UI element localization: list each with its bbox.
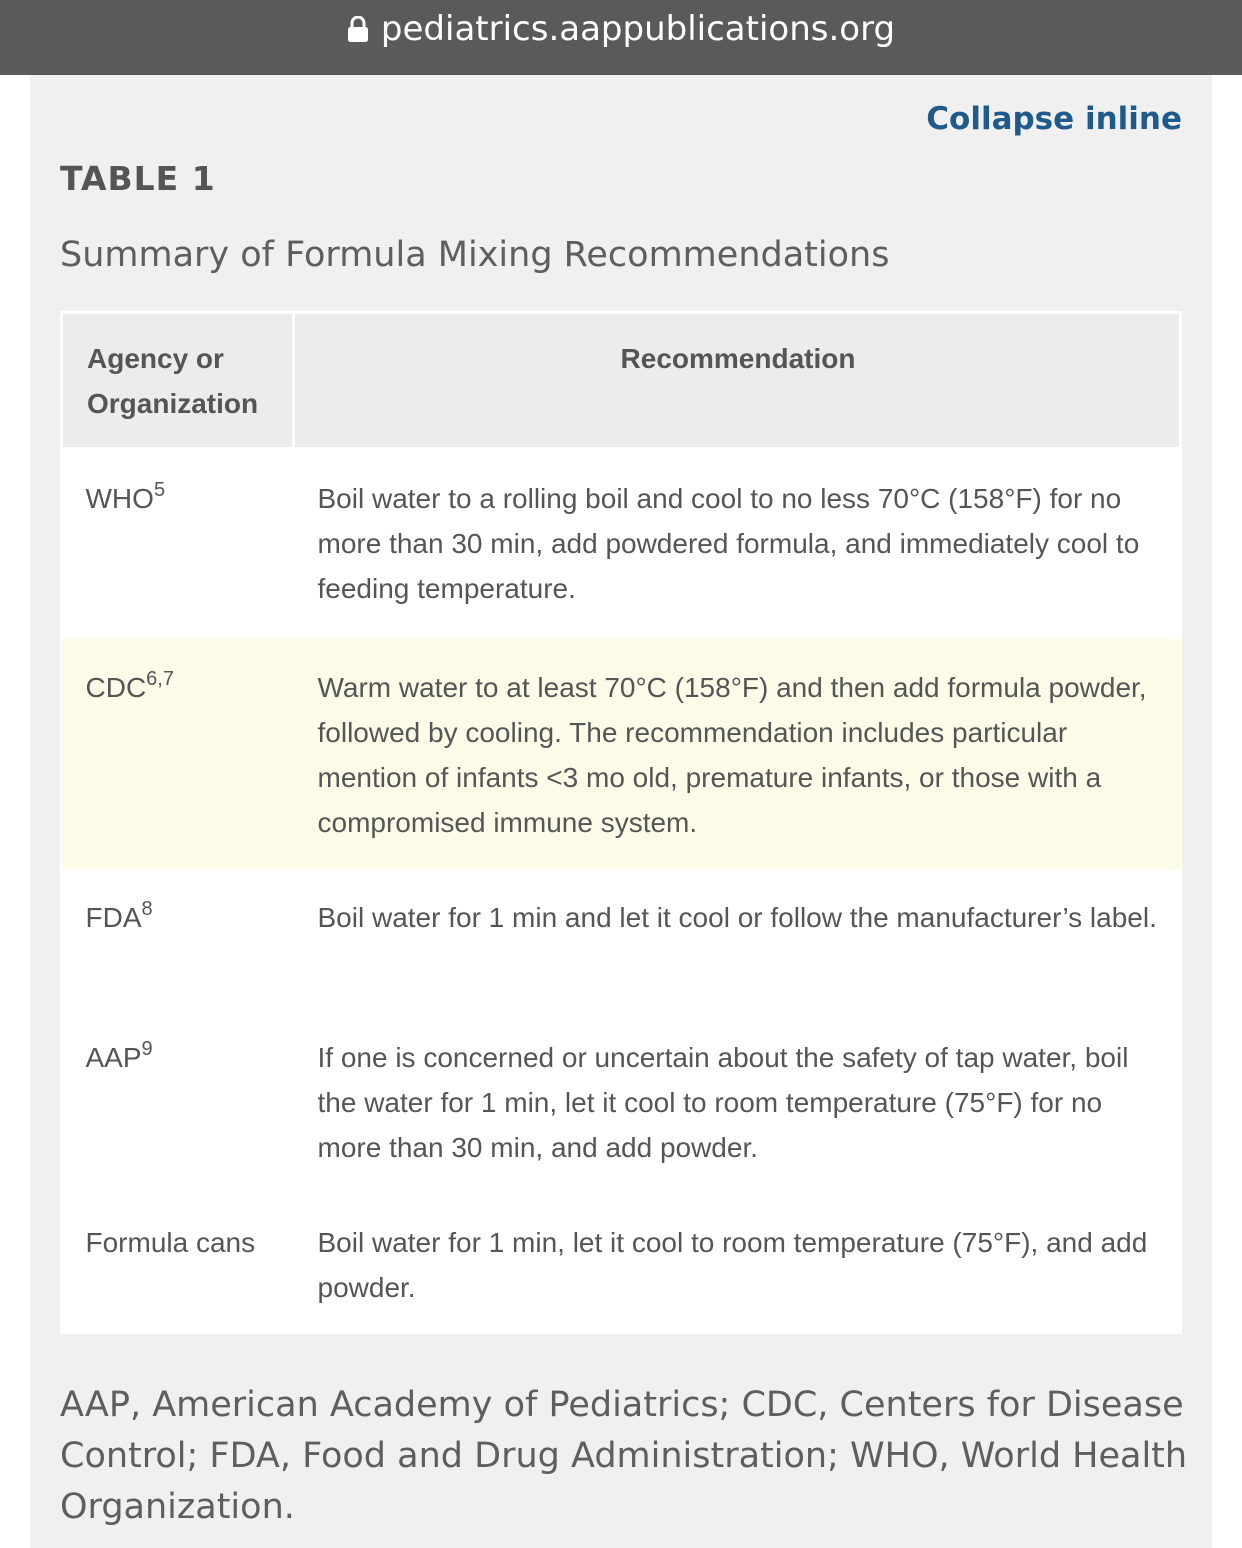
table-row bbox=[62, 449, 1181, 639]
table-label: TABLE 1 bbox=[60, 159, 216, 198]
url-text: pediatrics.aappublications.org bbox=[380, 8, 896, 49]
reference-number: 5 bbox=[153, 479, 166, 501]
agency-cell bbox=[62, 639, 294, 869]
agency-name: WHO bbox=[85, 483, 154, 514]
recommendation-cell: Warm water to at least 70°C (158°F) and then add formula powder, followed by cooling. The recommendation includes particular mention of infants <3 mo old, premature infants, or those with a compromised immune system. bbox=[294, 639, 1181, 869]
collapse-inline-link[interactable]: Collapse inline bbox=[926, 101, 1182, 137]
table-caption: Summary of Formula Mixing Recommendations bbox=[60, 235, 890, 275]
table-row bbox=[62, 869, 1181, 1009]
agency-name: CDC bbox=[85, 671, 147, 703]
table-row bbox=[62, 1194, 1181, 1334]
header-agency: Agency or Organization bbox=[62, 313, 294, 449]
recommendation-cell: Boil water for 1 min and let it cool or follow the manufacturer’s label. bbox=[317, 901, 1157, 933]
reference-number: 8 bbox=[141, 897, 153, 920]
browser-url-bar[interactable] bbox=[0, 0, 1242, 75]
lock-icon bbox=[347, 16, 369, 42]
agency-name: AAP bbox=[85, 1041, 142, 1073]
recommendation-cell: Boil water to a rolling boil and cool to no less 70°C (158°F) for no more than 30 min, add powdered formula, and immediately cool to feeding temperature. bbox=[317, 483, 1140, 604]
header-recommendation: Recommendation bbox=[294, 313, 1181, 449]
agency-name: FDA bbox=[85, 901, 142, 933]
reference-number: 6,7 bbox=[146, 667, 174, 690]
agency-cell bbox=[62, 449, 294, 639]
recommendations-table bbox=[60, 311, 1182, 1334]
agency-cell bbox=[62, 869, 294, 1009]
table-header-row bbox=[62, 313, 1181, 449]
agency-cell bbox=[62, 1194, 294, 1334]
reference-number: 9 bbox=[141, 1037, 153, 1060]
table-footnote: AAP, American Academy of Pediatrics; CDC, Centers for Disease Control; FDA, Food and Drug Administration; WHO, World Health Organization. bbox=[60, 1385, 1188, 1527]
table-row bbox=[62, 1009, 1181, 1194]
agency-name: Formula cans bbox=[85, 1226, 256, 1258]
recommendation-cell: Boil water for 1 min, let it cool to room temperature (75°F), and add powder. bbox=[317, 1226, 1148, 1303]
url-display[interactable] bbox=[347, 9, 895, 49]
agency-cell bbox=[62, 1009, 294, 1194]
table-panel bbox=[30, 75, 1212, 1548]
table-row bbox=[62, 639, 1181, 869]
recommendation-cell: If one is concerned or uncertain about the safety of tap water, boil the water for 1 min, let it cool to room temperature (75°F) for no more than 30 min, and add powder. bbox=[317, 1041, 1129, 1163]
